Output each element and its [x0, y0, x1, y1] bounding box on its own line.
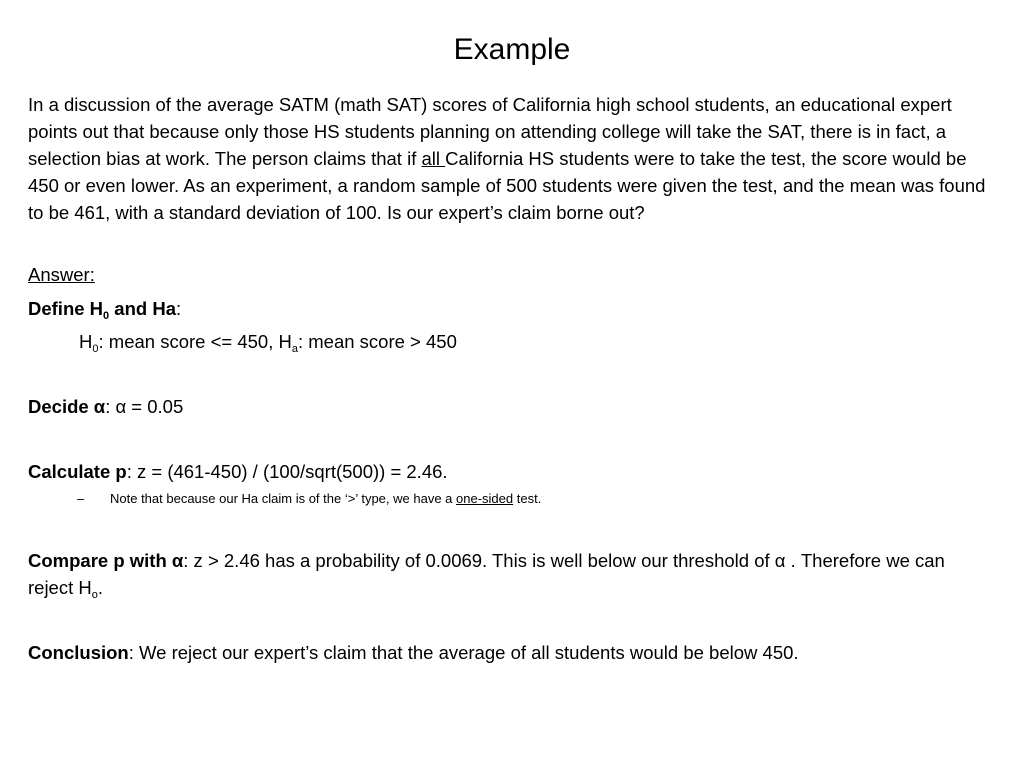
calculate-formula: : z = (461-450) / (100/sqrt(500)) = 2.46.: [126, 461, 448, 482]
slide-body: [28, 91, 994, 666]
spacer: [28, 355, 994, 393]
problem-emphasis-all: all: [421, 148, 446, 169]
define-colon: :: [176, 298, 182, 319]
spacer: [28, 253, 994, 261]
slide-title: Example: [453, 33, 571, 66]
conclusion-text: : We reject our expert’s claim that the average of all students would be below 450.: [128, 642, 799, 663]
spacer: [28, 601, 994, 639]
calculate-note: – Note that because our Ha claim is of the ‘>’ type, we have a one-sided test.: [28, 489, 994, 509]
decide-value: : α = 0.05: [105, 396, 184, 417]
spacer: [28, 509, 994, 547]
one-sided-emphasis: one-sided: [456, 491, 514, 506]
conclusion-line: [28, 639, 994, 666]
compare-label: Compare p with α: [28, 550, 184, 571]
problem-text-part-1: In a discussion of the average SATM (math SAT) scores of California high school students, an educational expert points out that because only those HS students planning on attending college will take the SAT, there is in fact, a selection bias at work. The person claims that if: [28, 94, 952, 169]
hypotheses-line: $H_0$: mean score <= 450, $H_a$: mean score > 450: [79, 331, 457, 355]
define-hypotheses-heading: [28, 295, 994, 322]
decide-label: Decide α: [28, 396, 106, 417]
answer-heading: Answer:: [28, 264, 95, 285]
problem-statement: [28, 91, 994, 226]
conclusion-label: Conclusion: [28, 642, 129, 663]
decide-alpha-line: [28, 393, 994, 420]
problem-text-part-2: California HS students were to take the test, the score would be 450 or even lower. As an experiment, a random sample of 500 students were given the test, and the mean was found to be 461, with a standard deviation of 100. Is our expert’s claim borne out?: [28, 148, 986, 223]
compare-p-line: Compare p with α: z > 2.46 has a probability of 0.0069. This is well below our threshold of α . Therefore we can reject $H_o$.: [28, 550, 945, 601]
spacer: [28, 226, 994, 253]
spacer: [28, 420, 994, 458]
calculate-label: Calculate p: [28, 461, 127, 482]
calculate-p-line: [28, 458, 994, 485]
define-label: Define $H_0$ and Ha: [28, 298, 176, 322]
dash-bullet: –: [77, 491, 85, 506]
